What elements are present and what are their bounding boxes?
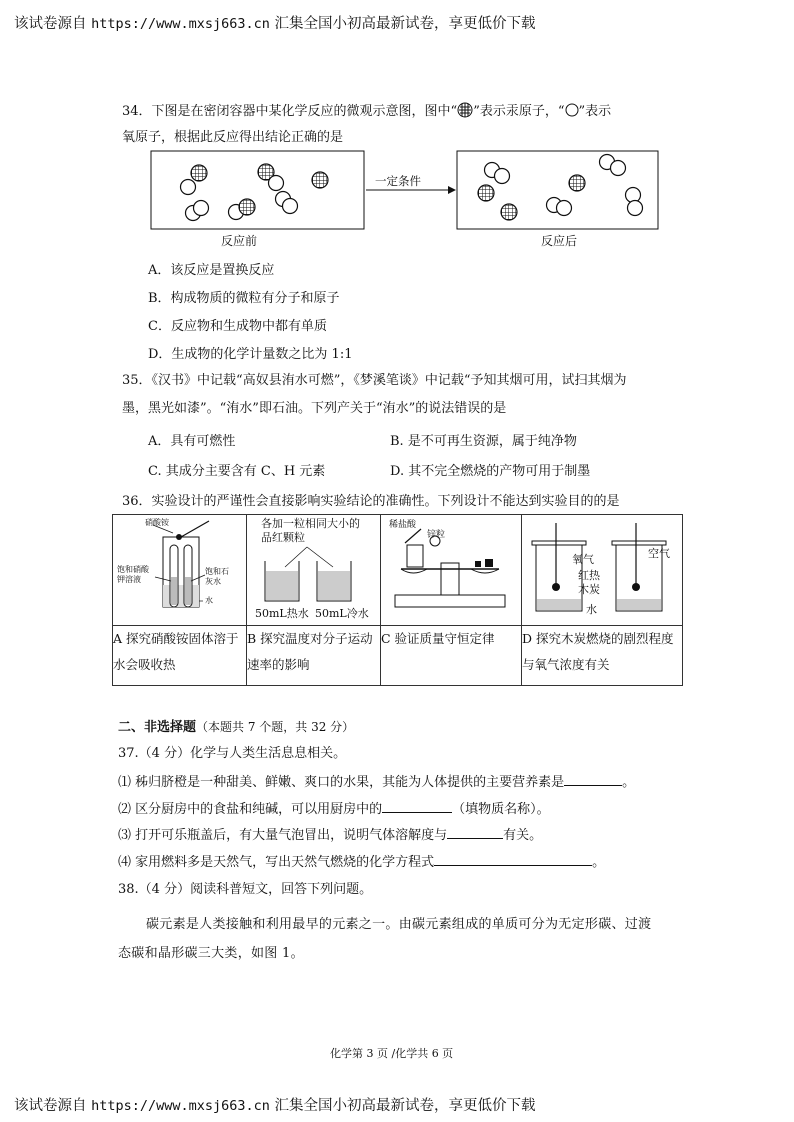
q37-item-3-end: 有关。 bbox=[503, 828, 543, 843]
q34-stem-line1 bbox=[122, 100, 611, 119]
q37-item-2-end: （填物质名称）。 bbox=[452, 802, 550, 817]
label-limewater: 饱和石灰水 bbox=[205, 567, 229, 586]
q37-blank-3[interactable] bbox=[447, 826, 503, 839]
label-pinning-red: 各加一粒相同大小的品红颗粒 bbox=[261, 517, 360, 544]
q34-reaction-diagram bbox=[150, 150, 660, 230]
q34-stem-line2: 氧原子，根据此反应得出结论正确的是 bbox=[122, 130, 344, 145]
section-title: 二、非选择题 bbox=[118, 720, 197, 735]
q36-figure-d bbox=[522, 515, 683, 626]
q37-item-1 bbox=[118, 771, 635, 790]
page-number: 化学第 3 页 /化学共 6 页 bbox=[330, 1047, 454, 1060]
label-air: 空气 bbox=[648, 547, 670, 560]
q37-item-1-text: ⑴ 秭归脐橙是一种甜美、鲜嫩、爽口的水果，其能为人体提供的主要营养素是 bbox=[118, 775, 565, 790]
q35-option-b[interactable]: B. 是不可再生资源，属于纯净物 bbox=[390, 434, 577, 449]
q36-figure-b bbox=[247, 515, 381, 626]
banner-suffix: 汇集全国小初高最新试卷，享更低价下载 bbox=[274, 16, 536, 32]
q37-item-3-text: ⑶ 打开可乐瓶盖后，有大量气泡冒出，说明气体溶解度与 bbox=[118, 828, 448, 843]
label-kno3-solution: 饱和硝酸钾溶液 bbox=[117, 565, 149, 584]
q35-option-d[interactable]: D. 其不完全燃烧的产物可用于制墨 bbox=[390, 464, 591, 479]
q35-option-c[interactable]: C. 其成分主要含有 C、H 元素 bbox=[148, 464, 326, 479]
q37-item-3 bbox=[118, 824, 542, 843]
q34-text-a: 34．下图是在密闭容器中某化学反应的微观示意图，图中“ bbox=[122, 104, 458, 119]
label-water-d: 水 bbox=[586, 603, 597, 616]
label-oxygen: 氧气 bbox=[572, 553, 594, 566]
label-hot-water: 50mL热水 bbox=[255, 607, 309, 620]
section-note: （本题共 7 个题，共 32 分） bbox=[196, 720, 355, 734]
q38-stem: 38.（4 分）阅读科普短文，回答下列问题。 bbox=[118, 882, 373, 897]
oxygen-atom-icon bbox=[565, 103, 579, 117]
q37-item-4 bbox=[118, 851, 605, 870]
q38-paragraph-line1: 碳元素是人类接触和利用最早的元素之一。由碳元素组成的单质可分为无定形碳、过渡 bbox=[146, 917, 652, 932]
arrow-head bbox=[448, 186, 456, 194]
q37-blank-4[interactable] bbox=[434, 853, 592, 866]
after-label: 反应后 bbox=[541, 234, 578, 248]
q36-stem: 36．实验设计的严谨性会直接影响实验结论的准确性。下列设计不能达到实验目的的是 bbox=[122, 494, 620, 509]
label-cold-water: 50mL冷水 bbox=[315, 607, 369, 620]
balance-scale-icon bbox=[381, 515, 521, 621]
q36-figure-c bbox=[381, 515, 522, 626]
q37-item-2 bbox=[118, 798, 550, 817]
section-heading bbox=[118, 716, 354, 735]
q36-option-d[interactable]: D 探究木炭燃烧的剧烈程度与氧气浓度有关 bbox=[522, 626, 683, 686]
q37-blank-2[interactable] bbox=[382, 800, 452, 813]
banner-prefix: 该试卷源自 bbox=[14, 16, 87, 32]
q34-option-c[interactable]: C．反应物和生成物中都有单质 bbox=[148, 319, 327, 334]
top-banner bbox=[14, 12, 536, 33]
q37-item-4-end: 。 bbox=[592, 855, 606, 870]
q37-item-4-text: ⑷ 家用燃料多是天然气，写出天然气燃烧的化学方程式 bbox=[118, 855, 435, 870]
q37-item-2-text: ⑵ 区分厨房中的食盐和纯碱，可以用厨房中的 bbox=[118, 802, 383, 817]
q35-stem-line2: 墨，黑光如漆”。“洧水”即石油。下列产关于“洧水”的说法错误的是 bbox=[122, 401, 507, 416]
q36-figure-a bbox=[113, 515, 247, 626]
q36-option-c[interactable]: C 验证质量守恒定律 bbox=[381, 626, 522, 686]
banner-suffix-bottom: 汇集全国小初高最新试卷，享更低价下载 bbox=[274, 1098, 536, 1114]
banner-prefix-bottom: 该试卷源自 bbox=[14, 1098, 87, 1114]
q34-option-a[interactable]: A．该反应是置换反应 bbox=[148, 263, 275, 278]
label-water-a: 水 bbox=[205, 596, 213, 605]
banner-link-bottom[interactable]: https://www.mxsj663.cn bbox=[91, 1098, 270, 1114]
mercury-atom-icon bbox=[457, 102, 473, 118]
banner-link[interactable]: https://www.mxsj663.cn bbox=[91, 16, 270, 32]
q36-options-table bbox=[112, 514, 683, 686]
label-hot-charcoal: 红热木炭 bbox=[578, 569, 600, 596]
q34-text-c: ”表示 bbox=[578, 104, 612, 119]
q37-stem: 37.（4 分）化学与人类生活息息相关。 bbox=[118, 746, 347, 761]
q38-paragraph-line2: 态碳和晶形碳三大类，如图 1。 bbox=[118, 946, 304, 961]
q35-option-a[interactable]: A．具有可燃性 bbox=[148, 434, 236, 449]
q35-stem-line1: 35．《汉书》中记载“高奴县洧水可燃”，《梦溪笔谈》中记载“予知其烟可用，试扫其烟为 bbox=[122, 373, 627, 388]
q36-option-a[interactable]: A 探究硝酸铵固体溶于水会吸收热 bbox=[113, 626, 247, 686]
q34-text-b: ”表示汞原子，“ bbox=[473, 104, 565, 119]
label-dilute-hcl: 稀盐酸 bbox=[389, 520, 417, 530]
label-ammonium-nitrate: 硝酸铵 bbox=[145, 518, 169, 527]
q36-option-b[interactable]: B 探究温度对分子运动速率的影响 bbox=[247, 626, 381, 686]
arrow-condition-label: 一定条件 bbox=[375, 174, 421, 188]
q34-option-d[interactable]: D．生成物的化学计量数之比为 1:1 bbox=[148, 347, 353, 362]
label-zinc: 锌粒 bbox=[427, 530, 446, 540]
q34-option-b[interactable]: B．构成物质的微粒有分子和原子 bbox=[148, 291, 340, 306]
bottom-banner bbox=[14, 1094, 536, 1115]
before-label: 反应前 bbox=[221, 234, 258, 248]
q37-blank-1[interactable] bbox=[564, 773, 622, 786]
gas-jars-icon bbox=[522, 515, 682, 621]
q37-item-1-end: 。 bbox=[622, 775, 636, 790]
